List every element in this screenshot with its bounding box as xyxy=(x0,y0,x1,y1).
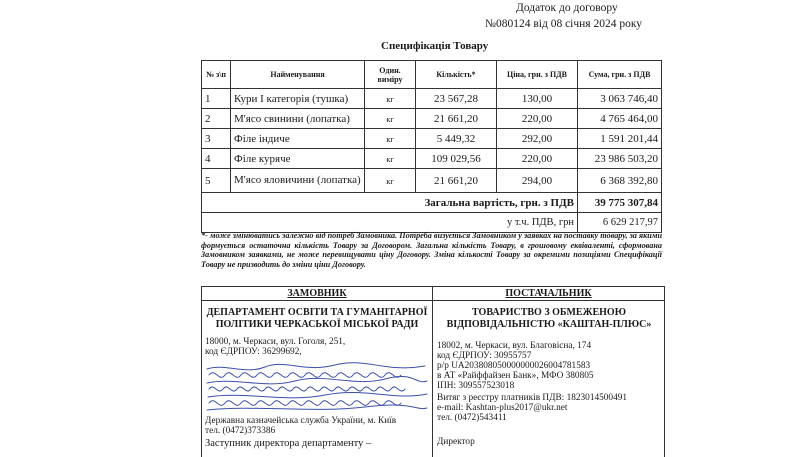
col-header-quantity: Кількість* xyxy=(416,61,497,89)
row-sum: 4 765 464,00 xyxy=(578,109,662,129)
supplier-phone: тел. (0472)543411 xyxy=(437,413,507,423)
row-name: Філе куряче xyxy=(231,149,365,169)
table-row xyxy=(202,129,662,149)
supplier-signer: Директор xyxy=(437,437,475,447)
vat-row xyxy=(202,213,662,233)
parties-block xyxy=(201,286,665,457)
row-unit: кг xyxy=(365,129,416,149)
table-row xyxy=(202,109,662,129)
total-row xyxy=(202,193,662,213)
row-quantity: 109 029,56 xyxy=(416,149,497,169)
row-number: 4 xyxy=(202,149,231,169)
supplier-vat-extract: Витяг з реєстру платників ПДВ: 1823014500491 xyxy=(437,393,628,403)
total-label: Загальна вартість, грн. з ПДВ xyxy=(202,193,578,213)
page-title: Специфікація Товару xyxy=(381,40,489,52)
table-row xyxy=(202,89,662,109)
row-sum: 3 063 746,40 xyxy=(578,89,662,109)
row-quantity: 5 449,32 xyxy=(416,129,497,149)
col-header-sum: Сума, грн. з ПДВ xyxy=(578,61,662,89)
supplier-email: e-mail: Kashtan-plus2017@ukr.net xyxy=(437,403,568,413)
annex-line-1: Додаток до договору xyxy=(516,2,618,14)
supplier-edrpou: код ЄДРПОУ: 30955757 xyxy=(437,351,532,361)
row-sum: 23 986 503,20 xyxy=(578,149,662,169)
row-name: М'ясо свинини (лопатка) xyxy=(231,109,365,129)
row-unit: кг xyxy=(365,169,416,193)
row-quantity: 21 661,20 xyxy=(416,109,497,129)
col-header-number: № з\п xyxy=(202,61,231,89)
customer-bank: Державна казначейська служба України, м. Київ xyxy=(205,416,397,426)
row-sum: 6 368 392,80 xyxy=(578,169,662,193)
customer-edrpou: код ЄДРПОУ: 36299692, xyxy=(205,347,302,357)
customer-address: 18000, м. Черкаси, вул. Гоголя, 251, xyxy=(205,337,346,347)
row-number: 3 xyxy=(202,129,231,149)
customer-heading: ЗАМОВНИК xyxy=(202,287,432,301)
col-header-price: Ціна, грн. з ПДВ xyxy=(497,61,578,89)
table-row xyxy=(202,149,662,169)
annex-line-2: №080124 від 08 січня 2024 року xyxy=(485,18,643,30)
supplier-account: р/р UA203808050000000026004781583 xyxy=(437,361,591,371)
supplier-heading: ПОСТАЧАЛЬНИК xyxy=(433,287,664,301)
row-name: Кури І категорія (тушка) xyxy=(231,89,365,109)
supplier-name: ТОВАРИСТВО З ОБМЕЖЕНОЮ ВІДПОВІДАЛЬНІСТЮ «КАШТАН-ПЛЮС» xyxy=(446,307,652,330)
vat-label: у т.ч. ПДВ, грн xyxy=(202,213,578,233)
row-price: 292,00 xyxy=(497,129,578,149)
row-sum: 1 591 201,44 xyxy=(578,129,662,149)
supplier-ipn: ІПН: 309557523018 xyxy=(437,381,515,391)
row-price: 130,00 xyxy=(497,89,578,109)
table-row xyxy=(202,169,662,193)
row-number: 5 xyxy=(202,169,231,193)
col-header-name: Найменування xyxy=(231,61,365,89)
table-header-row xyxy=(202,61,662,89)
handwritten-account-scribble xyxy=(205,361,429,413)
vat-value: 6 629 217,97 xyxy=(578,213,662,233)
row-price: 220,00 xyxy=(497,109,578,129)
row-price: 220,00 xyxy=(497,149,578,169)
customer-signer: Заступник директора департаменту – xyxy=(205,438,372,449)
row-price: 294,00 xyxy=(497,169,578,193)
col-header-unit: Один. виміру xyxy=(365,61,416,89)
row-number: 2 xyxy=(202,109,231,129)
supplier-bank: в АТ «Райффайзен Банк», МФО 380805 xyxy=(437,371,594,381)
total-value: 39 775 307,84 xyxy=(578,193,662,213)
row-name: М'ясо яловичини (лопатка) xyxy=(231,169,365,193)
row-unit: кг xyxy=(365,89,416,109)
specification-table xyxy=(201,60,662,233)
row-name: Філе індиче xyxy=(231,129,365,149)
row-number: 1 xyxy=(202,89,231,109)
footnote: *- може змінюватись залежно від потреб Замовника. Потреба визується Замовником у заявках на поставку товару, за якими формується остаточна кількість Товару за Договором. Загальна кількість Товару, в грошовому еквіваленті, сформована Замовником заявками, не може перевищувати ціну Договору. Зміна кількості Товару за окремими позиціями Специфікації Товару не призводить до зміни ціни Договору. xyxy=(201,231,663,269)
customer-phone: тел. (0472)373386 xyxy=(205,426,276,436)
row-unit: кг xyxy=(365,149,416,169)
row-quantity: 21 661,20 xyxy=(416,169,497,193)
customer-name: ДЕПАРТАМЕНТ ОСВІТИ ТА ГУМАНІТАРНОЇ ПОЛІТИКИ ЧЕРКАСЬКОЇ МІСЬКОЇ РАДИ xyxy=(206,307,428,330)
column-divider xyxy=(432,287,433,457)
row-unit: кг xyxy=(365,109,416,129)
supplier-address: 18002, м. Черкаси, вул. Благовісна, 174 xyxy=(437,341,592,351)
row-quantity: 23 567,28 xyxy=(416,89,497,109)
